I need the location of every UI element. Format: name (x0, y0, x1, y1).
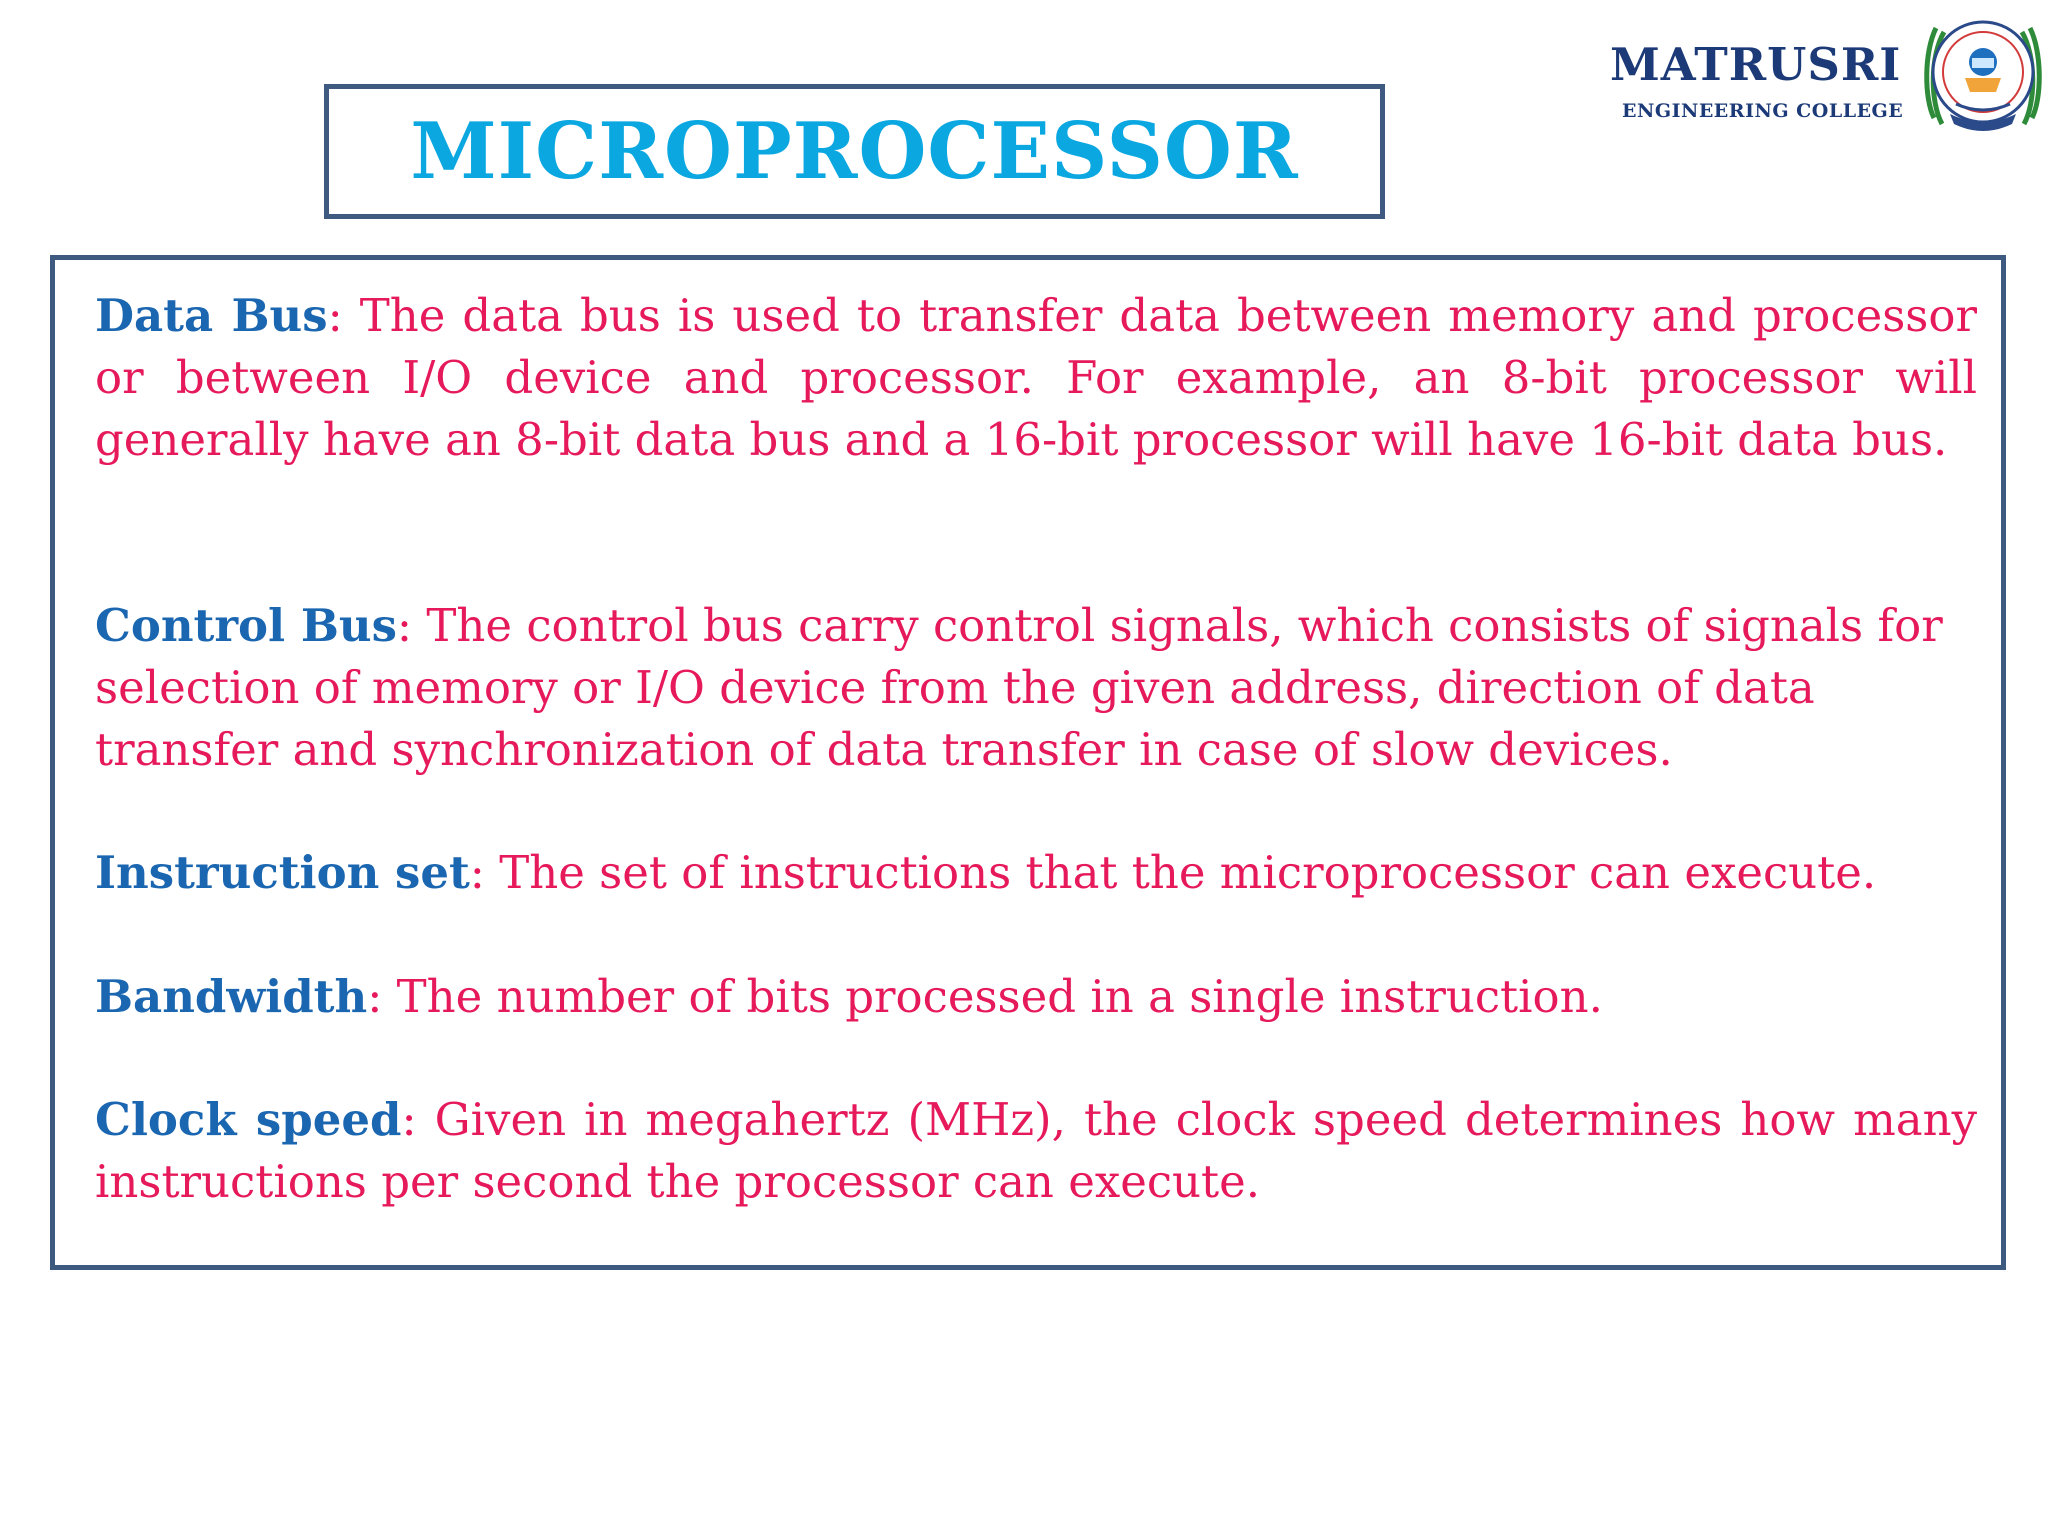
logo-name: MATRUSRI (1610, 38, 1902, 91)
separator: : (327, 289, 343, 342)
description-bandwidth: The number of bits processed in a single instruction. (382, 970, 1603, 1023)
term-clock-speed: Clock speed (95, 1093, 402, 1146)
item-control-bus (95, 595, 1977, 781)
college-seal-icon (1920, 6, 2046, 140)
item-bandwidth (95, 966, 1977, 1028)
description-data-bus: The data bus is used to transfer data between memory and processor or between I/O device and processor. For example, an 8-bit processor will generally have an 8-bit data bus and a 16-bit processor will have 16-bit data bus. (95, 289, 1977, 466)
item-instruction-set (95, 842, 1977, 904)
term-instruction-set: Instruction set (95, 846, 470, 899)
item-clock-speed (95, 1089, 1977, 1213)
separator: : (367, 970, 383, 1023)
separator: : (401, 1093, 417, 1146)
term-control-bus: Control Bus (95, 599, 397, 652)
college-logo (1600, 6, 2046, 140)
term-data-bus: Data Bus (95, 289, 328, 342)
slide-title: MICROPROCESSOR (410, 106, 1299, 197)
description-clock-speed: Given in megahertz (MHz), the clock speed determines how many instructions per second the processor can execute. (95, 1093, 1977, 1208)
content-box (50, 255, 2006, 1270)
description-control-bus: The control bus carry control signals, which consists of signals for selection of memory or I/O device from the given address, direction of data transfer and synchronization of data transfer in case of slow devices. (95, 599, 1943, 776)
description-instruction-set: The set of instructions that the microprocessor can execute. (484, 846, 1877, 899)
separator: : (469, 846, 485, 899)
title-box (324, 84, 1385, 219)
term-bandwidth: Bandwidth (95, 970, 368, 1023)
logo-subtitle: ENGINEERING COLLEGE (1622, 100, 1904, 122)
item-data-bus (95, 285, 1977, 471)
separator: : (396, 599, 413, 652)
